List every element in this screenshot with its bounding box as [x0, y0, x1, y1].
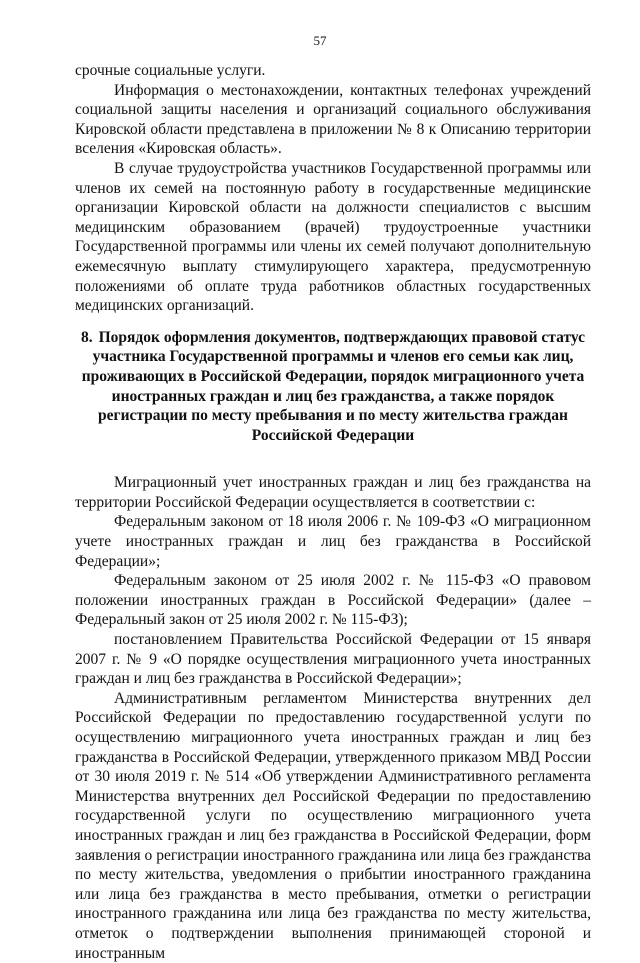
paragraph-contact-info: Информация о местонахождении, контактных телефонах учреждений социальной защиты населения и организаций социального обслуживания Кировской области представлена в приложении № 8 к Описанию территории вселения «Кировская область».: [75, 81, 591, 158]
section-title: Порядок оформления документов, подтверждающих правовой статус участника Государственной программы и членов его семьи как лиц, проживающих в Российской Федерации, порядок миграционного учета иностранных граждан и лиц без гражданства, а также порядок регистрации по месту пребывания и по месту жительства граждан Российской Федерации: [81, 328, 586, 444]
paragraph-law-115: Федеральным законом от 25 июля 2002 г. № 115-ФЗ «О правовом положении иностранных граждан в Российской Федерации» (далее – Федеральный закон от 25 июля 2002 г. № 115-ФЗ);: [75, 572, 591, 629]
paragraph-medical-employment: В случае трудоустройства участников Государственной программы или членов их семей на постоянную работу в государственные медицинские организации Кировской области на должности специалистов с высшим медицинским образованием (врачей) трудоустроенные участники Государственной программы или члены их семей получают дополнительную ежемесячную выплату стимулирующего характера, предусмотренную положениями об оплате труда работников областных государственных медицинских организаций.: [75, 159, 591, 315]
section-heading: [75, 328, 591, 446]
paragraph-continuation: срочные социальные услуги.: [75, 62, 266, 79]
paragraph-government-decree: постановлением Правительства Российской Федерации от 15 января 2007 г. № 9 «О порядке осуществления миграционного учета иностранных граждан и лиц без гражданства в Российской Федерации»;: [75, 631, 591, 688]
paragraph-migration-intro: Миграционный учет иностранных граждан и лиц без гражданства на территории Российской Федерации осуществляется в соответствии с:: [75, 474, 591, 511]
section-number: 8.: [80, 328, 93, 346]
document-body: [75, 61, 591, 963]
page-number: 57: [313, 33, 327, 48]
paragraph-administrative-regulation: Административным регламентом Министерства внутренних дел Российской Федерации по предоставлению государственной услуги по осуществлению миграционного учета иностранных граждан и лиц без гражданства в Российской Федерации, утвержденного приказом МВД России от 30 июля 2019 г. № 514 «Об утверждении Административного регламента Министерства внутренних дел Российской Федерации по предоставлению государственной услуги по осуществлению миграционного учета иностранных граждан и лиц без гражданства в Российской Федерации, форм заявления о регистрации иностранного гражданина или лица без гражданства по месту жительства, уведомления о прибытии иностранного гражданина или лица без гражданства в место пребывания, отметки о регистрации иностранного гражданина или лица без гражданства по месту жительства, отметок о подтверждении выполнения принимающей стороной и иностранным: [75, 689, 591, 962]
paragraph-law-109: Федеральным законом от 18 июля 2006 г. № 109-ФЗ «О миграционном учете иностранных граждан и лиц без гражданства в Российской Федерации»;: [75, 513, 591, 570]
